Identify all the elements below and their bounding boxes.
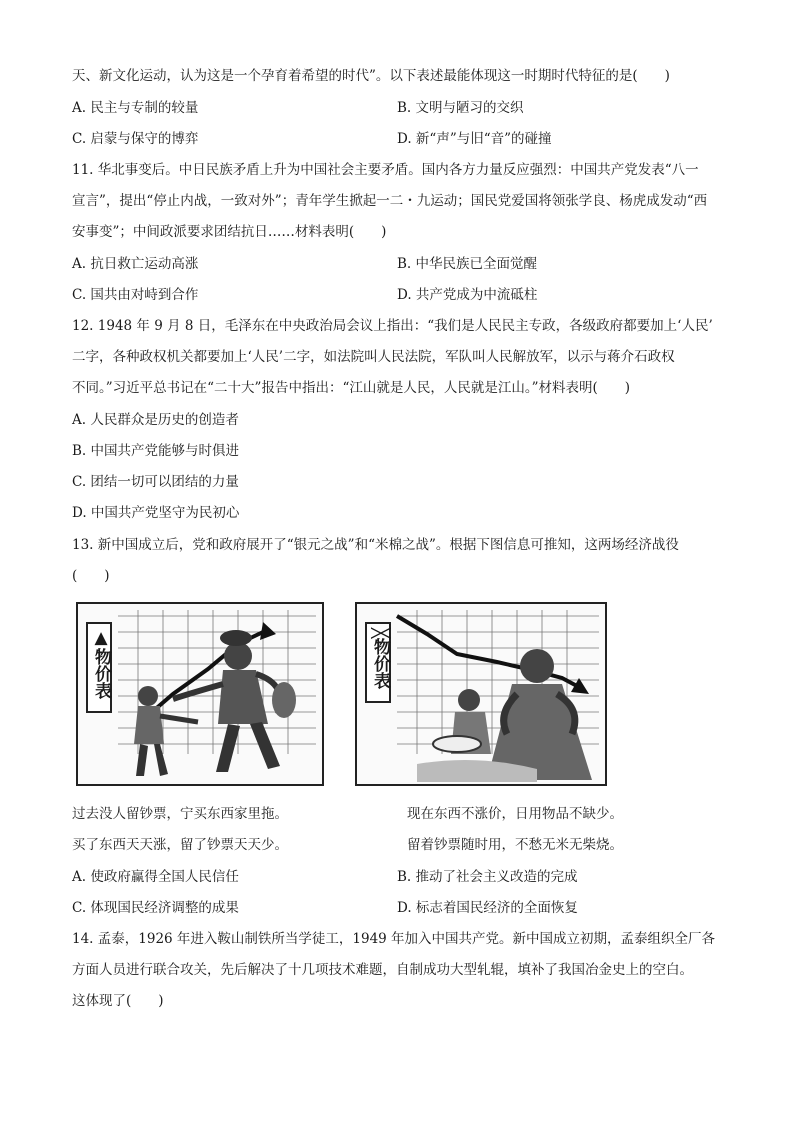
- q13-stem-line-1: 13. 新中国成立后，党和政府展开了“银元之战”和“米棉之战”。根据下图信息可推知，这两场经济战役: [72, 537, 679, 553]
- q14-stem-line-1: 14. 孟泰，1926 年进入鞍山制铁所当学徒工，1949 年加入中国共产党。新中国成立初期，孟泰组织全厂各: [72, 931, 716, 947]
- cartoon-prices-rising: [76, 602, 324, 786]
- q10-option-a[interactable]: A. 民主与专制的较量: [72, 100, 199, 116]
- right-caption-line-1: 现在东西不涨价，日用物品不缺少。: [407, 806, 623, 822]
- q11-option-d[interactable]: D. 共产党成为中流砥柱: [397, 287, 538, 303]
- cartoon-left-label: ▲物价表: [86, 622, 112, 713]
- q11-option-b[interactable]: B. 中华民族已全面觉醒: [397, 256, 538, 272]
- q11-option-a[interactable]: A. 抗日救亡运动高涨: [72, 256, 199, 272]
- q11-option-c[interactable]: C. 国共由对峙到合作: [72, 287, 199, 303]
- q12-option-c[interactable]: C. 团结一切可以团结的力量: [72, 474, 239, 490]
- q14-stem-line-3: 这体现了( ): [72, 993, 164, 1009]
- cartoon-prices-falling-drawing: [357, 604, 605, 784]
- q12-stem-line-2: 二字，各种政权机关都要加上‘人民’二字，如法院叫人民法院，军队叫人民解放军，以示与蒋介石政权: [72, 349, 675, 365]
- q12-option-d[interactable]: D. 中国共产党坚守为民初心: [72, 505, 240, 521]
- q10-stem-tail: 天、新文化运动，认为这是一个孕育着希望的时代”。以下表述最能体现这一时期时代特征的是( ): [72, 68, 670, 84]
- q13-option-b[interactable]: B. 推动了社会主义改造的完成: [397, 869, 578, 885]
- q13-option-d[interactable]: D. 标志着国民经济的全面恢复: [397, 900, 578, 916]
- q12-option-b[interactable]: B. 中国共产党能够与时俱进: [72, 443, 240, 459]
- left-caption-line-2: 买了东西天天涨，留了钞票天天少。: [72, 837, 288, 853]
- cartoon-prices-rising-drawing: [78, 604, 322, 784]
- q11-stem-line-3: 安事变”；中间政派要求团结抗日……材料表明( ): [72, 224, 387, 240]
- q11-stem-line-2: 宣言”，提出“停止内战，一致对外”；青年学生掀起一二・九运动；国民党爱国将领张学良、杨虎成发动“西: [72, 193, 708, 209]
- q12-stem-line-3: 不同。”习近平总书记在“二十大”报告中指出：“江山就是人民，人民就是江山。”材料表明( ): [72, 380, 631, 396]
- left-caption-line-1: 过去没人留钞票，宁买东西家里拖。: [72, 806, 288, 822]
- q10-option-b[interactable]: B. 文明与陋习的交织: [397, 100, 524, 116]
- q10-option-d[interactable]: D. 新“声”与旧“音”的碰撞: [397, 131, 552, 147]
- right-caption-line-2: 留着钞票随时用，不愁无米无柴烧。: [407, 837, 623, 853]
- q13-stem-line-2: ( ): [72, 568, 110, 584]
- q10-option-c[interactable]: C. 启蒙与保守的博弈: [72, 131, 199, 147]
- q13-option-a[interactable]: A. 使政府赢得全国人民信任: [72, 869, 239, 885]
- q13-option-c[interactable]: C. 体现国民经济调整的成果: [72, 900, 239, 916]
- cartoon-right-label: ╳物价表: [365, 622, 391, 703]
- q12-option-a[interactable]: A. 人民群众是历史的创造者: [72, 412, 239, 428]
- cartoon-prices-falling: [355, 602, 607, 786]
- q14-stem-line-2: 方面人员进行联合攻关，先后解决了十几项技术难题，自制成功大型轧辊，填补了我国冶金史上的空白。: [72, 962, 693, 978]
- q12-stem-line-1: 12. 1948 年 9 月 8 日，毛泽东在中央政治局会议上指出：“我们是人民民主专政，各级政府都要加上‘人民’: [72, 318, 713, 334]
- q11-stem-line-1: 11. 华北事变后。中日民族矛盾上升为中国社会主要矛盾。国内各方力量反应强烈：中国共产党发表“八一: [72, 162, 699, 178]
